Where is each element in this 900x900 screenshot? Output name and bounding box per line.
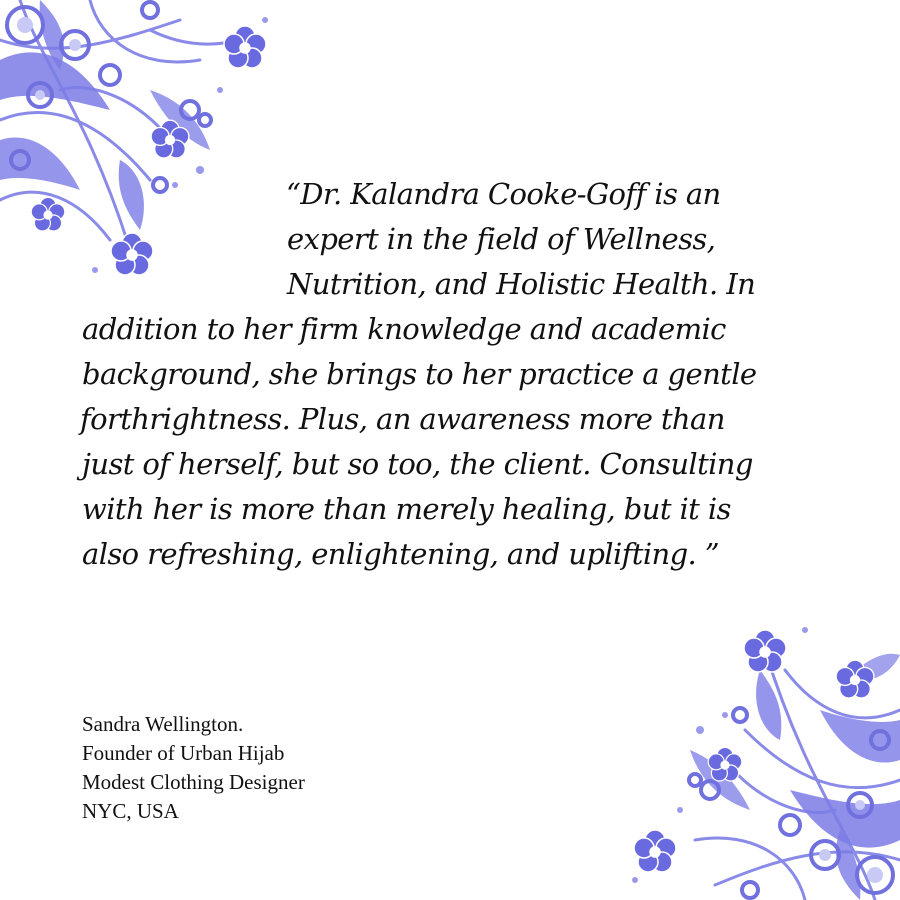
author-name: Sandra Wellington. <box>82 712 244 736</box>
floral-ornament-icon <box>615 620 900 900</box>
quote-line: Nutrition, and Holistic Health. In <box>287 267 756 301</box>
quote-line: forthrightness. Plus, an awareness more than <box>80 402 725 436</box>
quote-line: expert in the field of Wellness, <box>287 222 716 256</box>
author-role: Modest Clothing Designer <box>82 770 305 794</box>
author-title: Founder of Urban Hijab <box>82 741 285 765</box>
quote-line: background, she brings to her practice a gentle <box>82 357 757 391</box>
quote-line: addition to her firm knowledge and academic <box>82 312 726 346</box>
quote-line: “Dr. Kalandra Cooke-Goff is an <box>286 177 721 211</box>
author-location: NYC, USA <box>82 799 179 823</box>
quote-line: with her is more than merely healing, but it is <box>82 492 731 526</box>
testimonial-attribution <box>82 710 305 826</box>
quote-line: also refreshing, enlightening, and uplifting. ” <box>82 537 720 571</box>
quote-line: just of herself, but so too, the client. Consulting <box>82 447 753 481</box>
